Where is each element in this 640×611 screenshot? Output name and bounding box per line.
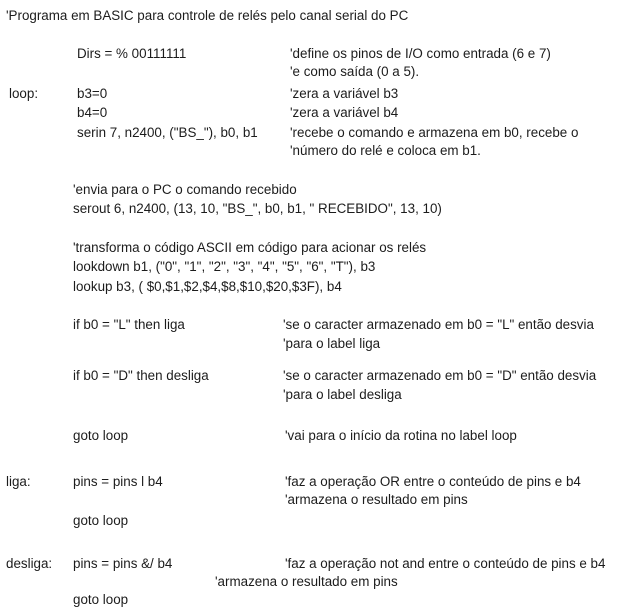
comment-or-1: 'faz a operação OR entre o conteúdo de pins e b4 xyxy=(285,474,581,489)
comment-dirs-1: 'define os pinos de I/O como entrada (6 e 7) xyxy=(290,46,551,61)
comment-ascii-note: 'transforma o código ASCII em código para acionar os relés xyxy=(73,240,427,255)
comment-b3: 'zera a variável b3 xyxy=(290,86,399,101)
code-pins-andnot: pins = pins &/ b4 xyxy=(73,556,173,571)
code-if-desliga: if b0 = "D" then desliga xyxy=(73,368,209,383)
code-serout: serout 6, n2400, (13, 10, "BS_", b0, b1, " RECEBIDO", 13, 10) xyxy=(73,201,442,216)
code-b4-zero: b4=0 xyxy=(77,105,108,120)
comment-andnot-1: 'faz a operação not and entre o conteúdo de pins e b4 xyxy=(285,556,606,571)
comment-b4: 'zera a variável b4 xyxy=(290,105,399,120)
code-lookdown: lookdown b1, ("0", "1", "2", "3", "4", "5", "6", "T"), b3 xyxy=(73,259,376,274)
code-serin: serin 7, n2400, ("BS_"), b0, b1 xyxy=(77,125,258,140)
code-goto-loop-3: goto loop xyxy=(73,592,129,607)
comment-or-2: 'armazena o resultado em pins xyxy=(285,492,468,507)
comment-if-liga-2: 'para o label liga xyxy=(283,336,381,351)
code-b3-zero: b3=0 xyxy=(77,86,108,101)
code-pins-or: pins = pins l b4 xyxy=(73,474,163,489)
comment-serin-1: 'recebe o comando e armazena em b0, recebe o xyxy=(290,125,579,140)
comment-andnot-2: 'armazena o resultado em pins xyxy=(215,574,398,589)
code-if-liga: if b0 = "L" then liga xyxy=(73,317,185,332)
comment-if-desliga-1: 'se o caracter armazenado em b0 = "D" então desvia xyxy=(283,368,597,383)
listing-title: 'Programa em BASIC para controle de relés pelo canal serial do PC xyxy=(6,8,409,23)
comment-dirs-2: 'e como saída (0 a 5). xyxy=(290,64,420,79)
comment-if-liga-1: 'se o caracter armazenado em b0 = "L" então desvia xyxy=(283,317,594,332)
code-dirs: Dirs = % 00111111 xyxy=(77,46,187,61)
code-lookup: lookup b3, ( $0,$1,$2,$4,$8,$10,$20,$3F), b4 xyxy=(73,279,342,294)
comment-if-desliga-2: 'para o label desliga xyxy=(283,387,402,402)
comment-serout-note: 'envia para o PC o comando recebido xyxy=(73,182,297,197)
comment-serin-2: 'número do relé e coloca em b1. xyxy=(290,143,481,158)
comment-goto-loop: 'vai para o início da rotina no label loop xyxy=(285,428,517,443)
code-goto-loop-2: goto loop xyxy=(73,513,129,528)
code-goto-loop-1: goto loop xyxy=(73,428,129,443)
label-loop: loop: xyxy=(9,86,39,101)
label-liga: liga: xyxy=(6,474,31,489)
label-desliga: desliga: xyxy=(6,556,53,571)
